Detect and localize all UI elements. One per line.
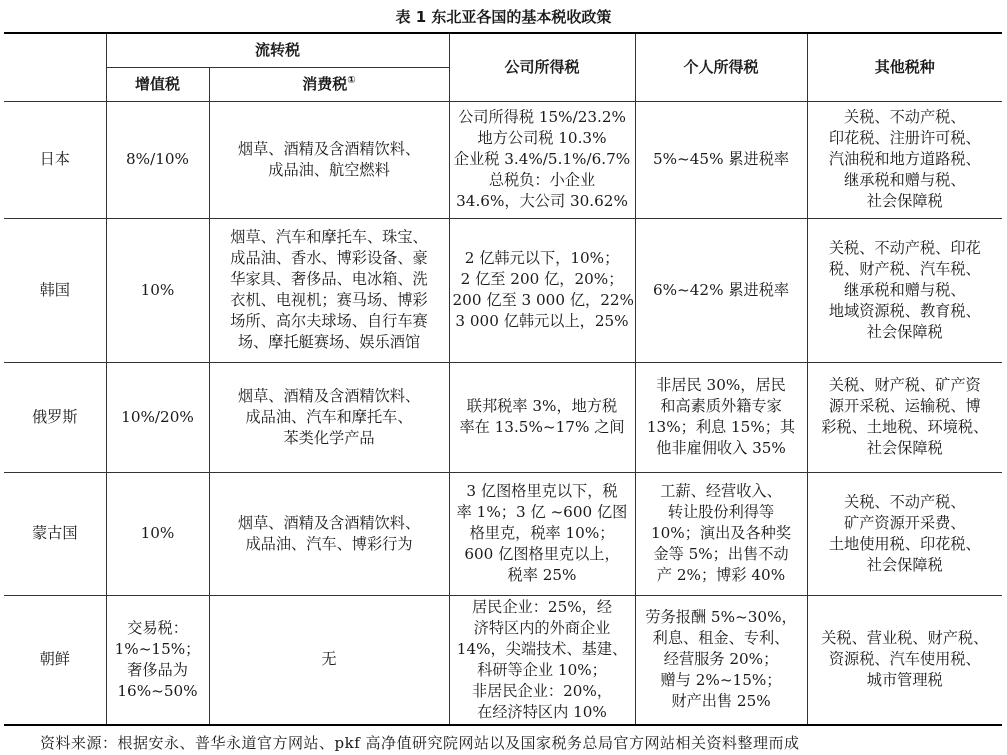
tax-policy-table — [4, 32, 1002, 726]
cell-line: 2 亿至 200 亿，20%； — [460, 270, 624, 288]
header-personal-tax: 个人所得税 — [635, 33, 807, 101]
cell-line: 成品油、汽车和摩托车、 — [245, 407, 413, 426]
cell-line: 企业税 3.4%/5.1%/6.7% — [453, 150, 631, 168]
cell-line: 总税负：小企业 — [488, 171, 596, 189]
cell-consumption-tax — [209, 472, 449, 595]
cell-vat — [106, 595, 209, 725]
cell-country — [4, 218, 106, 362]
cell-personal-tax — [635, 218, 807, 362]
cell-line: 济特区内的外商企业 — [473, 618, 611, 637]
cell-line: 1%~15%； — [114, 639, 201, 658]
cell-consumption-tax — [209, 218, 449, 362]
header-turnover-tax: 流转税 — [106, 33, 449, 67]
cell-vat — [106, 218, 209, 362]
cell-line: 14%，尖端技术、基建、 — [456, 639, 628, 658]
cell-line: 无 — [321, 650, 337, 669]
cell-line: 继承税和赠与税、 — [844, 280, 966, 299]
cell-line: 城市管理税 — [866, 671, 943, 690]
cell-line: 税、财产税、汽车税、 — [828, 259, 981, 278]
cell-line: 继承税和赠与税、 — [844, 171, 966, 189]
cell-line: 利息、租金、专利、 — [652, 629, 790, 648]
cell-line: 工薪、经营收入、 — [660, 482, 782, 500]
cell-line: 朝鲜 — [39, 650, 70, 669]
cell-line: 成品油、汽车、博彩行为 — [245, 534, 413, 553]
cell-line: 率 1%；3 亿 ~600 亿图 — [456, 503, 628, 521]
cell-line: 10% — [140, 524, 175, 542]
cell-line: 赠与 2%~15%； — [660, 671, 782, 690]
cell-line: 日本 — [39, 150, 70, 168]
cell-other-taxes — [807, 595, 1002, 725]
cell-personal-tax — [635, 472, 807, 595]
cell-line: 地域资源税、教育税、 — [828, 301, 981, 320]
cell-line: 6%~42% 累进税率 — [652, 280, 790, 299]
cell-line: 10% — [140, 280, 175, 299]
cell-line: 科研等企业 10%； — [477, 660, 607, 679]
cell-line: 10%/20% — [121, 407, 194, 426]
cell-line: 华家具、奢侈品、电冰箱、洗 — [230, 270, 428, 288]
cell-line: 矿产资源开采费、 — [844, 513, 966, 532]
table-row — [4, 472, 1002, 595]
cell-corporate-tax — [449, 218, 635, 362]
cell-vat — [106, 362, 209, 472]
cell-line: 8%/10% — [126, 150, 189, 168]
cell-line: 社会保障税 — [866, 192, 943, 210]
cell-line: 格里克，税率 10%； — [469, 524, 615, 542]
cell-corporate-tax — [449, 595, 635, 725]
cell-other-taxes — [807, 101, 1002, 218]
cell-line: 居民企业：25%，经 — [471, 597, 613, 616]
cell-line: 劳务报酬 5%~30%， — [645, 608, 797, 627]
cell-line: 非居民企业：20%， — [471, 681, 613, 700]
cell-line: 关税、不动产税、印花 — [828, 238, 981, 257]
cell-line: 场所、高尔夫球场、自行车赛 — [230, 312, 428, 330]
cell-line: 产 2%；博彩 40% — [656, 566, 786, 584]
cell-line: 场、摩托艇赛场、娱乐酒馆 — [237, 333, 421, 351]
cell-line: 成品油、航空燃料 — [268, 160, 390, 179]
footnote-marker: ① — [347, 74, 356, 86]
cell-other-taxes — [807, 362, 1002, 472]
cell-line: 资源税、汽车使用税、 — [828, 650, 981, 669]
cell-line: 社会保障税 — [866, 555, 943, 574]
table-row — [4, 362, 1002, 472]
cell-corporate-tax — [449, 472, 635, 595]
cell-line: 关税、营业税、财产税、 — [821, 629, 989, 648]
cell-other-taxes — [807, 472, 1002, 595]
cell-line: 成品油、香水、博彩设备、豪 — [230, 249, 428, 267]
cell-line: 源开采税、运输税、博 — [828, 397, 981, 415]
cell-line: 地方公司税 10.3% — [477, 129, 607, 147]
cell-line: 社会保障税 — [866, 322, 943, 341]
cell-line: 关税、不动产税、 — [844, 108, 966, 126]
cell-vat — [106, 472, 209, 595]
cell-line: 34.6%，大公司 30.62% — [456, 192, 628, 210]
cell-line: 在经济特区内 10% — [477, 702, 607, 721]
cell-line: 彩税、土地税、环境税、 — [821, 418, 989, 436]
cell-line: 转让股份利得等 — [667, 503, 775, 521]
cell-vat — [106, 101, 209, 218]
cell-line: 2 亿韩元以下，10%； — [464, 249, 620, 267]
cell-line: 5%~45% 累进税率 — [652, 150, 790, 168]
cell-corporate-tax — [449, 362, 635, 472]
cell-line: 烟草、酒精及含酒精饮料、 — [237, 139, 421, 158]
header-consumption-tax — [209, 67, 449, 101]
cell-personal-tax — [635, 595, 807, 725]
cell-line: 韩国 — [39, 280, 70, 299]
header-country — [4, 33, 106, 101]
cell-line: 金等 5%；出售不动 — [653, 545, 789, 563]
cell-line: 他非雇佣收入 35% — [656, 439, 786, 457]
header-corporate-tax: 公司所得税 — [449, 33, 635, 101]
cell-corporate-tax — [449, 101, 635, 218]
cell-line: 烟草、酒精及含酒精饮料、 — [237, 513, 421, 532]
cell-line: 衣机、电视机；赛马场、博彩 — [230, 291, 428, 309]
cell-personal-tax — [635, 362, 807, 472]
cell-line: 和高素质外籍专家 — [660, 397, 782, 415]
header-other-taxes: 其他税种 — [807, 33, 1002, 101]
cell-other-taxes — [807, 218, 1002, 362]
cell-line: 奢侈品为 — [127, 660, 188, 679]
cell-consumption-tax — [209, 101, 449, 218]
cell-country — [4, 101, 106, 218]
cell-country — [4, 472, 106, 595]
cell-line: 蒙古国 — [31, 524, 78, 542]
cell-country — [4, 595, 106, 725]
cell-line: 印花税、注册许可税、 — [828, 129, 981, 147]
header-vat: 增值税 — [106, 67, 209, 101]
cell-line: 关税、财产税、矿产资 — [828, 376, 981, 394]
cell-line: 关税、不动产税、 — [844, 492, 966, 511]
cell-line: 3 亿图格里克以下，税 — [466, 482, 618, 500]
cell-personal-tax — [635, 101, 807, 218]
cell-line: 联邦税率 3%，地方税 — [466, 397, 618, 415]
source-note: 资料来源：根据安永、普华永道官方网站、pkf 高净值研究院网站以及国家税务总局官方网站相关资料整理而成 — [40, 734, 800, 752]
cell-country — [4, 362, 106, 472]
cell-line: 汽油税和地方道路税、 — [828, 150, 981, 168]
cell-line: 社会保障税 — [866, 439, 943, 457]
cell-line: 土地使用税、印花税、 — [828, 534, 981, 553]
cell-line: 13%；利息 15%；其 — [646, 418, 796, 436]
cell-line: 率在 13.5%~17% 之间 — [459, 418, 625, 436]
cell-line: 交易税： — [127, 618, 188, 637]
cell-line: 16%~50% — [117, 681, 198, 700]
cell-line: 600 亿图格里克以上， — [464, 545, 620, 563]
cell-line: 经营服务 20%； — [663, 650, 779, 669]
table-row — [4, 218, 1002, 362]
cell-line: 税率 25% — [507, 566, 577, 584]
cell-consumption-tax — [209, 595, 449, 725]
cell-line: 非居民 30%，居民 — [656, 376, 786, 394]
cell-consumption-tax — [209, 362, 449, 472]
cell-line: 烟草、汽车和摩托车、珠宝、 — [230, 228, 428, 246]
table-caption: 表 1 东北亚各国的基本税收政策 — [395, 8, 612, 26]
cell-line: 苯类化学产品 — [283, 428, 375, 447]
header-consumption-tax-label: 消费税 — [302, 74, 348, 93]
cell-line: 200 亿至 3 000 亿，22% — [452, 291, 634, 309]
table-row — [4, 101, 1002, 218]
cell-line: 烟草、酒精及含酒精饮料、 — [237, 386, 421, 405]
cell-line: 3 000 亿韩元以上，25% — [455, 312, 629, 330]
cell-line: 公司所得税 15%/23.2% — [458, 108, 626, 126]
table-row — [4, 595, 1002, 725]
cell-line: 10%；演出及各种奖 — [650, 524, 792, 542]
cell-line: 财产出售 25% — [671, 692, 771, 711]
cell-line: 俄罗斯 — [31, 407, 78, 426]
